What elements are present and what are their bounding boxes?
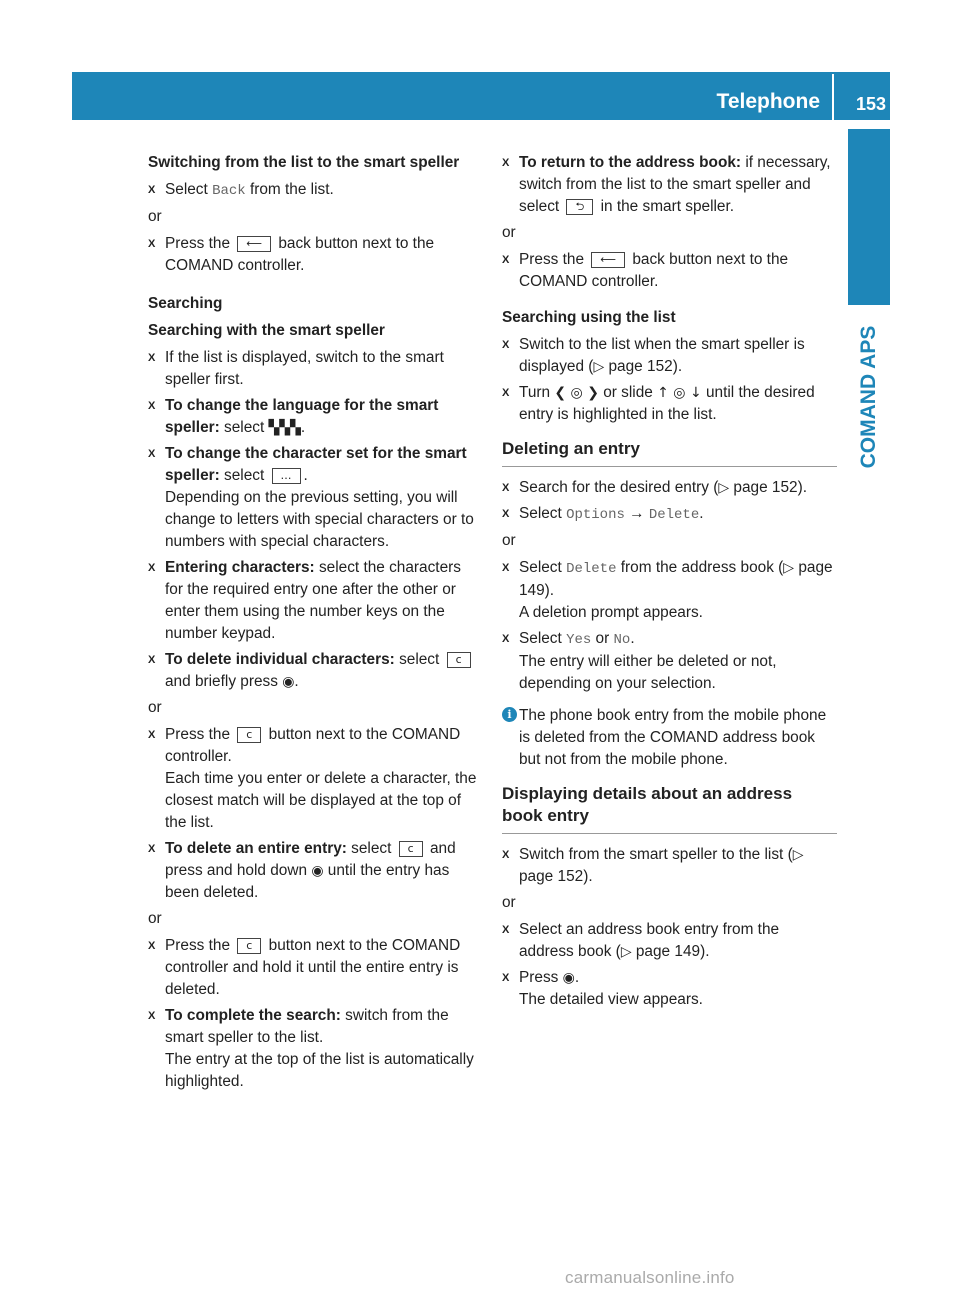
step-arrow-icon: X bbox=[148, 352, 156, 364]
step-arrow-icon: X bbox=[148, 448, 156, 460]
page-ref-icon: ▷ bbox=[620, 944, 632, 960]
step-arrow-icon: X bbox=[502, 972, 510, 984]
side-tab-label-box bbox=[848, 312, 890, 482]
instruction-step: X To delete individual characters: select c and briefly press ◉. bbox=[148, 649, 483, 693]
instruction-step: X Select Options → Delete. bbox=[502, 505, 704, 523]
menu-item-delete: Delete bbox=[566, 561, 617, 577]
controller-turn-icon: ❮ ◎ ❯ bbox=[554, 385, 599, 401]
instruction-step: X Select an address book entry from the address book (▷ page 149). bbox=[502, 921, 780, 960]
controller-press-icon: ◉ bbox=[562, 970, 575, 986]
left-column bbox=[148, 152, 483, 1097]
menu-item-options: Options bbox=[566, 507, 625, 523]
controller-press-icon: ◉ bbox=[282, 674, 295, 690]
instruction-step: X If the list is displayed, switch to the smart speller first. bbox=[148, 349, 444, 388]
instruction-step: X Select Back from the list. bbox=[148, 181, 334, 199]
step-arrow-icon: X bbox=[502, 633, 510, 645]
instruction-step: X Press the ⟵ back button next to the COMAND controller. bbox=[502, 251, 789, 290]
info-note: i The phone book entry from the mobile phone is deleted from the COMAND address book but not from the mobile phone. bbox=[502, 705, 837, 771]
instruction-step: X Entering characters: select the characters for the required entry one after the other or enter them using the number keys on the number keypad. bbox=[148, 559, 461, 642]
controller-slide-icon: ↑ ◎ ↓ bbox=[657, 385, 702, 401]
or-text: or bbox=[148, 208, 162, 225]
instruction-step: X Select Yes or No. The entry will either be deleted or not, depending on your selection. bbox=[502, 630, 777, 692]
or-text: or bbox=[502, 224, 516, 241]
menu-item-yes: Yes bbox=[566, 632, 592, 648]
step-arrow-icon: X bbox=[502, 339, 510, 351]
page-section-title: Telephone bbox=[716, 90, 820, 113]
instruction-step: X Press the ⟵ back button next to the COMAND controller. bbox=[148, 235, 435, 274]
step-arrow-icon: X bbox=[502, 849, 510, 861]
heading-searching: Searching bbox=[148, 295, 223, 312]
delete-c-icon: c bbox=[399, 841, 423, 857]
step-arrow-icon: X bbox=[148, 1010, 156, 1022]
step-arrow-icon: X bbox=[148, 184, 156, 196]
page-ref-icon: ▷ bbox=[718, 480, 730, 496]
step-arrow-icon: X bbox=[148, 400, 156, 412]
or-text: or bbox=[148, 910, 162, 927]
language-flag-icon: ▚▚▚ bbox=[268, 420, 301, 436]
right-column bbox=[502, 152, 837, 1015]
instruction-step: X To change the character set for the smart speller: select … . Depending on the previous setting, you will change to letters with special characters or to numbers with special characters. bbox=[148, 445, 474, 550]
instruction-step: X To change the language for the smart speller: select ▚▚▚. bbox=[148, 397, 439, 436]
menu-item-delete: Delete bbox=[648, 507, 700, 523]
or-text: or bbox=[502, 532, 516, 549]
instruction-step: X Press the c button next to the COMAND controller and hold it until the entire entry is deleted. bbox=[148, 937, 461, 998]
heading-search-list: Searching using the list bbox=[502, 309, 676, 326]
instruction-step: X Select Delete from the address book (▷ page 149). A deletion prompt appears. bbox=[502, 559, 833, 621]
heading-deleting: Deleting an entry bbox=[502, 438, 837, 467]
c-button-icon: c bbox=[237, 938, 261, 954]
page-ref-icon: ▷ bbox=[792, 847, 804, 863]
step-arrow-icon: X bbox=[148, 940, 156, 952]
back-button-icon: ⟵ bbox=[591, 252, 625, 268]
step-arrow-icon: X bbox=[148, 843, 156, 855]
delete-c-icon: c bbox=[447, 652, 471, 668]
step-arrow-icon: X bbox=[502, 924, 510, 936]
step-arrow-icon: X bbox=[502, 157, 510, 169]
c-button-icon: c bbox=[237, 727, 261, 743]
side-tab-marker bbox=[848, 129, 890, 305]
page-ref-icon: ▷ bbox=[783, 560, 795, 576]
instruction-step: X To return to the address book: if necessary, switch from the list to the smart speller and select ⮌ in the smart speller. bbox=[502, 154, 831, 215]
instruction-step: X To complete the search: switch from the smart speller to the list. The entry at the top of the list is automatically highlighted. bbox=[148, 1007, 474, 1090]
step-arrow-icon: X bbox=[502, 508, 510, 520]
heading-switching: Switching from the list to the smart speller bbox=[148, 154, 460, 171]
back-small-icon: ⮌ bbox=[566, 199, 593, 215]
page-number: 153 bbox=[855, 94, 886, 114]
charset-icon: … bbox=[272, 468, 301, 484]
controller-press-icon: ◉ bbox=[311, 863, 324, 879]
page-ref-icon: ▷ bbox=[593, 359, 605, 375]
header-divider bbox=[832, 74, 834, 120]
instruction-step: X Search for the desired entry (▷ page 152). bbox=[502, 477, 837, 499]
instruction-step: X Turn ❮ ◎ ❯ or slide ↑ ◎ ↓ until the desired entry is highlighted in the list. bbox=[502, 384, 815, 423]
back-button-icon: ⟵ bbox=[237, 236, 271, 252]
instruction-step: X Switch from the smart speller to the list (▷ page 152). bbox=[502, 846, 804, 885]
heading-details: Displaying details about an address book entry bbox=[502, 783, 837, 834]
step-arrow-icon: X bbox=[148, 562, 156, 574]
step-arrow-icon: X bbox=[502, 254, 510, 266]
or-text: or bbox=[148, 699, 162, 716]
or-text: or bbox=[502, 894, 516, 911]
menu-item-no: No bbox=[613, 632, 631, 648]
step-arrow-icon: X bbox=[148, 238, 156, 250]
info-icon: i bbox=[502, 707, 517, 722]
instruction-step: X To delete an entire entry: select c and press and hold down ◉ until the entry has been deleted. bbox=[148, 840, 456, 901]
instruction-step: X Switch to the list when the smart speller is displayed (▷ page 152). bbox=[502, 336, 805, 375]
step-arrow-icon: X bbox=[502, 387, 510, 399]
instruction-step: X Press the c button next to the COMAND controller. Each time you enter or delete a character, the closest match will be displayed at the top of the list. bbox=[148, 726, 477, 831]
watermark-text: carmanualsonline.info bbox=[565, 1268, 735, 1287]
menu-item-back: Back bbox=[212, 183, 246, 199]
step-arrow-icon: X bbox=[502, 482, 510, 494]
step-arrow-icon: X bbox=[502, 562, 510, 574]
side-tab-label: COMAND APS bbox=[857, 325, 880, 469]
header-bar bbox=[72, 72, 890, 120]
instruction-step: X Press ◉. The detailed view appears. bbox=[502, 969, 703, 1008]
step-arrow-icon: X bbox=[148, 654, 156, 666]
step-arrow-icon: X bbox=[148, 729, 156, 741]
heading-searching-speller: Searching with the smart speller bbox=[148, 322, 385, 339]
